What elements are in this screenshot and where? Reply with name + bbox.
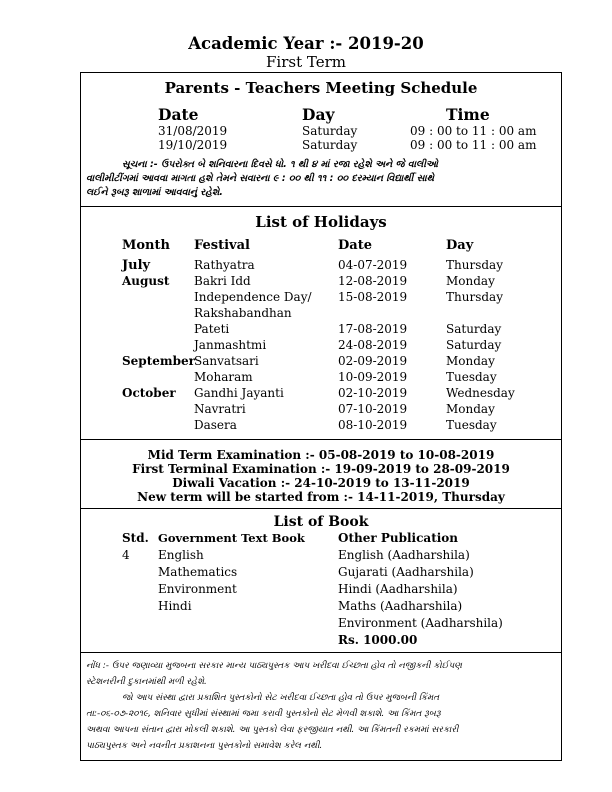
holiday-day: Monday bbox=[446, 274, 495, 288]
books-std-value: 4 bbox=[122, 548, 130, 562]
holiday-festival: Sanvatsari bbox=[194, 354, 259, 368]
holiday-date: 02-09-2019 bbox=[338, 354, 408, 368]
diwali-vacation: Diwali Vacation :- 24-10-2019 to 13-11-2019 bbox=[172, 476, 470, 490]
divider-holidays-exams bbox=[80, 439, 562, 440]
holiday-date: 08-10-2019 bbox=[338, 418, 408, 432]
holiday-month: September bbox=[122, 354, 195, 368]
note-line: અથવા આપના સંતાન દ્વારા મોકલી શકાશે. આ પુસ્તકો લેવા ફરજીયાત નથી. આ કિંમતની રકમમાં સરકારી bbox=[86, 725, 459, 735]
meeting-day: Saturday bbox=[302, 124, 358, 138]
holiday-date: 17-08-2019 bbox=[338, 322, 408, 336]
govt-book: English bbox=[158, 548, 204, 562]
meeting-col-date: Date bbox=[158, 105, 199, 124]
meeting-notice-line: વાલીમીટીંગમાં આવવા માગતા હશે તેમને સવારના ૯ : ૦૦ થી ૧૧ : ૦૦ દરમ્યાન વિદ્યાર્થી સાથે bbox=[86, 173, 435, 184]
books-col-govt: Government Text Book bbox=[158, 531, 305, 545]
holiday-festival: Rakshabandhan bbox=[194, 306, 292, 320]
meeting-date: 31/08/2019 bbox=[158, 124, 228, 138]
divider-meeting-holidays bbox=[80, 206, 562, 207]
holiday-date: 02-10-2019 bbox=[338, 386, 408, 400]
holiday-festival: Pateti bbox=[194, 322, 230, 336]
holiday-date: 07-10-2019 bbox=[338, 402, 408, 416]
holiday-festival: Gandhi Jayanti bbox=[194, 386, 284, 400]
holidays-col-festival: Festival bbox=[194, 238, 250, 253]
holiday-festival: Moharam bbox=[194, 370, 253, 384]
holiday-day: Saturday bbox=[446, 322, 502, 336]
holidays-title: List of Holidays bbox=[255, 213, 387, 231]
divider-exams-books bbox=[80, 508, 562, 509]
holiday-day: Wednesday bbox=[446, 386, 515, 400]
govt-book: Hindi bbox=[158, 599, 192, 613]
meeting-col-day: Day bbox=[302, 105, 335, 124]
govt-book: Environment bbox=[158, 582, 237, 596]
holidays-col-month: Month bbox=[122, 238, 170, 253]
holiday-day: Monday bbox=[446, 402, 495, 416]
holiday-date: 04-07-2019 bbox=[338, 258, 408, 272]
note-line: નોંધ :- ઉપર જણાવ્યા મુજબના સરકાર માન્ય પાઠ્યપુસ્તક આપ ખરીદવા ઈચ્છતા હોવ તો નજીકની કોઈપણ bbox=[86, 661, 462, 671]
holiday-date: 12-08-2019 bbox=[338, 274, 408, 288]
holiday-day: Saturday bbox=[446, 338, 502, 352]
books-title: List of Book bbox=[273, 514, 369, 530]
books-col-other: Other Publication bbox=[338, 531, 459, 545]
holiday-month: August bbox=[122, 274, 170, 288]
term-subtitle: First Term bbox=[266, 53, 346, 71]
holiday-festival: Navratri bbox=[194, 402, 246, 416]
first-terminal-exam: First Terminal Examination :- 19-09-2019 to 28-09-2019 bbox=[132, 462, 510, 476]
other-book: Maths (Aadharshila) bbox=[338, 599, 463, 613]
holidays-col-date: Date bbox=[338, 238, 372, 253]
meeting-day: Saturday bbox=[302, 138, 358, 152]
holiday-festival: Janmashtmi bbox=[194, 338, 267, 352]
holiday-date: 15-08-2019 bbox=[338, 290, 408, 304]
mid-term-exam: Mid Term Examination :- 05-08-2019 to 10-08-2019 bbox=[147, 448, 495, 462]
books-total-price: Rs. 1000.00 bbox=[338, 633, 418, 647]
holiday-month: July bbox=[122, 258, 151, 273]
meeting-date: 19/10/2019 bbox=[158, 138, 228, 152]
holiday-festival: Independence Day/ bbox=[194, 290, 312, 304]
note-line: જો આપ સંસ્થા દ્વારા પ્રકાશિત પુસ્તકોનો સેટ ખરીદવા ઈચ્છતા હોવ તો ઉપર મુજબની કિંમત bbox=[122, 693, 440, 703]
other-book: Hindi (Aadharshila) bbox=[338, 582, 458, 596]
holiday-festival: Dasera bbox=[194, 418, 237, 432]
meeting-time: 09 : 00 to 11 : 00 am bbox=[410, 138, 537, 152]
new-term-start: New term will be started from :- 14-11-2019, Thursday bbox=[137, 490, 505, 504]
holiday-day: Thursday bbox=[446, 290, 503, 304]
divider-books-note bbox=[80, 652, 562, 653]
other-book: English (Aadharshila) bbox=[338, 548, 470, 562]
holiday-month: October bbox=[122, 386, 176, 400]
academic-year-title: Academic Year :- 2019-20 bbox=[188, 34, 424, 53]
govt-book: Mathematics bbox=[158, 565, 238, 579]
note-line: તા:-૦૬-૦૭-૨૦૧૯, શનિવાર સુધીમાં સંસ્થામાં જમા કરાવી પુસ્તકોનો સેટ મેળવી શકાશે. આ કિંમત રૂબરૂ bbox=[86, 709, 441, 719]
meeting-notice-line: લઈને રૂબરૂ શાળામાં આવવાનું રહેશે. bbox=[86, 187, 223, 198]
holidays-col-day: Day bbox=[446, 238, 474, 253]
meeting-title: Parents - Teachers Meeting Schedule bbox=[164, 79, 478, 97]
holiday-date: 24-08-2019 bbox=[338, 338, 408, 352]
other-book: Environment (Aadharshila) bbox=[338, 616, 503, 630]
note-line: સ્ટેશનરીની દુકાનમાંથી મળી રહેશે. bbox=[86, 677, 207, 687]
holiday-date: 10-09-2019 bbox=[338, 370, 408, 384]
holiday-day: Tuesday bbox=[446, 370, 497, 384]
holiday-festival: Bakri Idd bbox=[194, 274, 251, 288]
holiday-festival: Rathyatra bbox=[194, 258, 255, 272]
meeting-notice-line: સૂચના :- ઉપરોક્ત બે શનિવારના દિવસે ધો. ૧ થી ૪ માં રજા રહેશે અને જે વાલીઓ bbox=[122, 159, 439, 170]
other-book: Gujarati (Aadharshila) bbox=[338, 565, 474, 579]
holiday-day: Thursday bbox=[446, 258, 503, 272]
meeting-time: 09 : 00 to 11 : 00 am bbox=[410, 124, 537, 138]
note-line: પાઠ્યપુસ્તક અને નવનીત પ્રકાશનના પુસ્તકોનો સમાવેશ કરેલ નથી. bbox=[86, 741, 323, 751]
meeting-col-time: Time bbox=[446, 105, 490, 124]
holiday-day: Monday bbox=[446, 354, 495, 368]
holiday-day: Tuesday bbox=[446, 418, 497, 432]
books-col-std: Std. bbox=[122, 531, 149, 545]
